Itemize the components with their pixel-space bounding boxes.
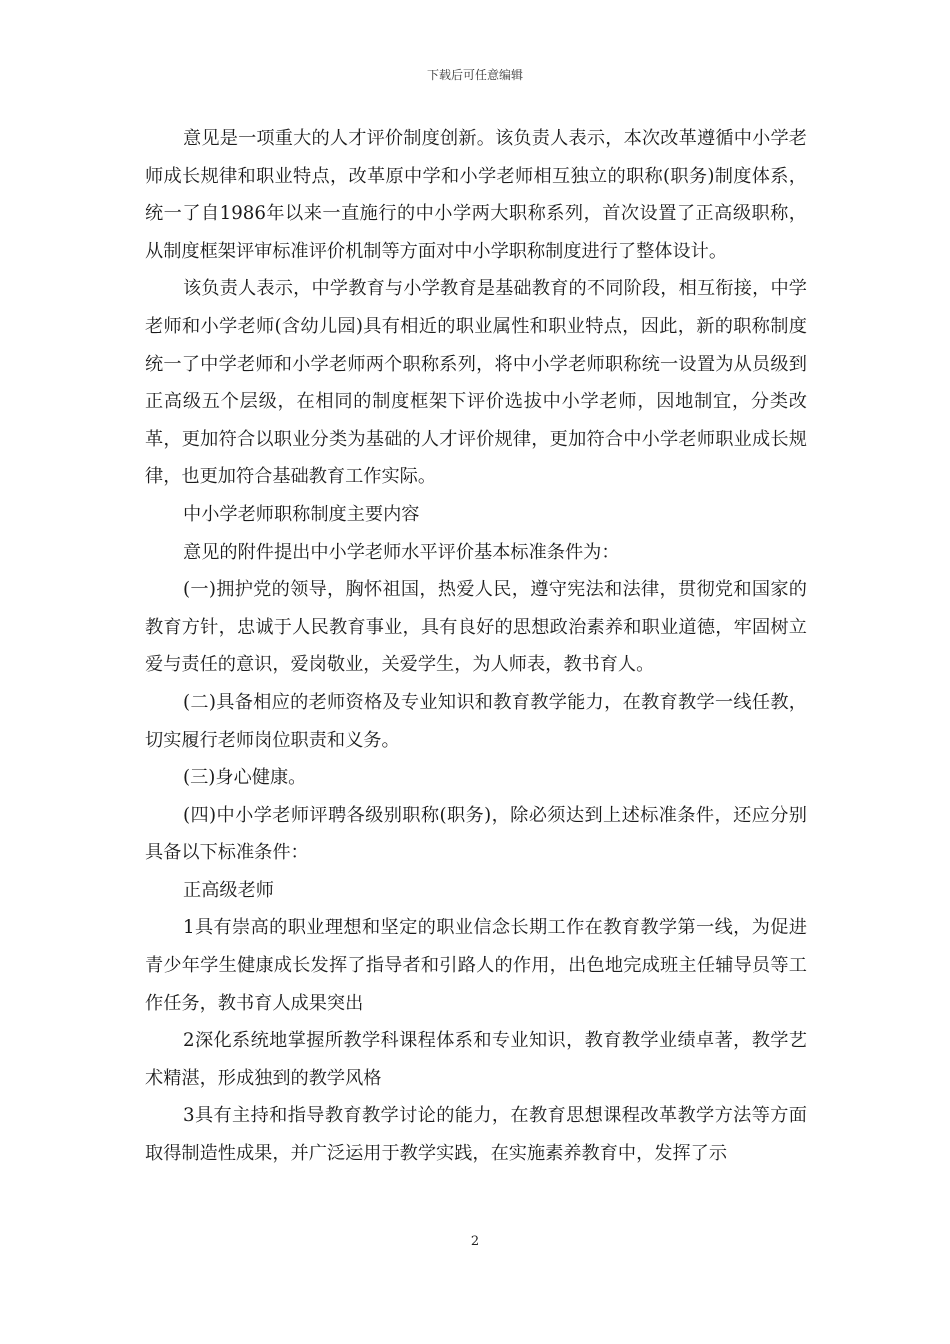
- page-header: 下载后可任意编辑: [426, 68, 523, 82]
- section-heading: 中小学老师职称制度主要内容: [183, 503, 420, 525]
- document-body: [145, 120, 807, 1173]
- list-item: (一)拥护党的领导，胸怀祖国，热爱人民，遵守宪法和法律，贯彻党和国家的教育方针，忠诚于人民教育事业，具有良好的思想政治素养和职业道德，牢固树立爱与责任的意识，爱岗敬业，关爱学生，为人师表，教书育人。: [145, 579, 807, 676]
- page-number: 2: [470, 1234, 480, 1249]
- list-item: (二)具备相应的老师资格及专业知识和教育教学能力，在教育教学一线任教，切实履行老师岗位职责和义务。: [145, 691, 807, 751]
- list-item: (三)身心健康。: [183, 767, 307, 789]
- numbered-item: 2深化系统地掌握所教学科课程体系和专业知识，教育教学业绩卓著，教学艺术精湛，形成独到的教学风格: [145, 1030, 807, 1089]
- numbered-item: 1具有崇高的职业理想和坚定的职业信念长期工作在教育教学第一线，为促进青少年学生健康成长发挥了指导者和引路人的作用，出色地完成班主任辅导员等工作任务，教书育人成果突出: [145, 917, 807, 1014]
- paragraph: 该负责人表示，中学教育与小学教育是基础教育的不同阶段，相互衔接，中学老师和小学老师(含幼儿园)具有相近的职业属性和职业特点，因此，新的职称制度统一了中学老师和小学老师两个职称系列，将中小学老师职称统一设置为从员级到正高级五个层级，在相同的制度框架下评价选拔中小学老师，因地制宜，分类改革，更加符合以职业分类为基础的人才评价规律，更加符合中小学老师职业成长规律，也更加符合基础教育工作实际。: [145, 278, 807, 488]
- paragraph: 意见是一项重大的人才评价制度创新。该负责人表示，本次改革遵循中小学老师成长规律和职业特点，改革原中学和小学老师相互独立的职称(职务)制度体系，统一了自1986年以来一直施行的中小学两大职称系列，首次设置了正高级职称，从制度框架评审标准评价机制等方面对中小学职称制度进行了整体设计。: [145, 128, 807, 262]
- paragraph: 意见的附件提出中小学老师水平评价基本标准条件为：: [183, 541, 620, 563]
- section-heading: 正高级老师: [183, 879, 274, 901]
- list-item: (四)中小学老师评聘各级别职称(职务)，除必须达到上述标准条件，还应分别具备以下标准条件：: [145, 804, 807, 864]
- numbered-item: 3具有主持和指导教育教学讨论的能力，在教育思想课程改革教学方法等方面取得制造性成果，并广泛运用于教学实践，在实施素养教育中，发挥了示: [145, 1105, 807, 1165]
